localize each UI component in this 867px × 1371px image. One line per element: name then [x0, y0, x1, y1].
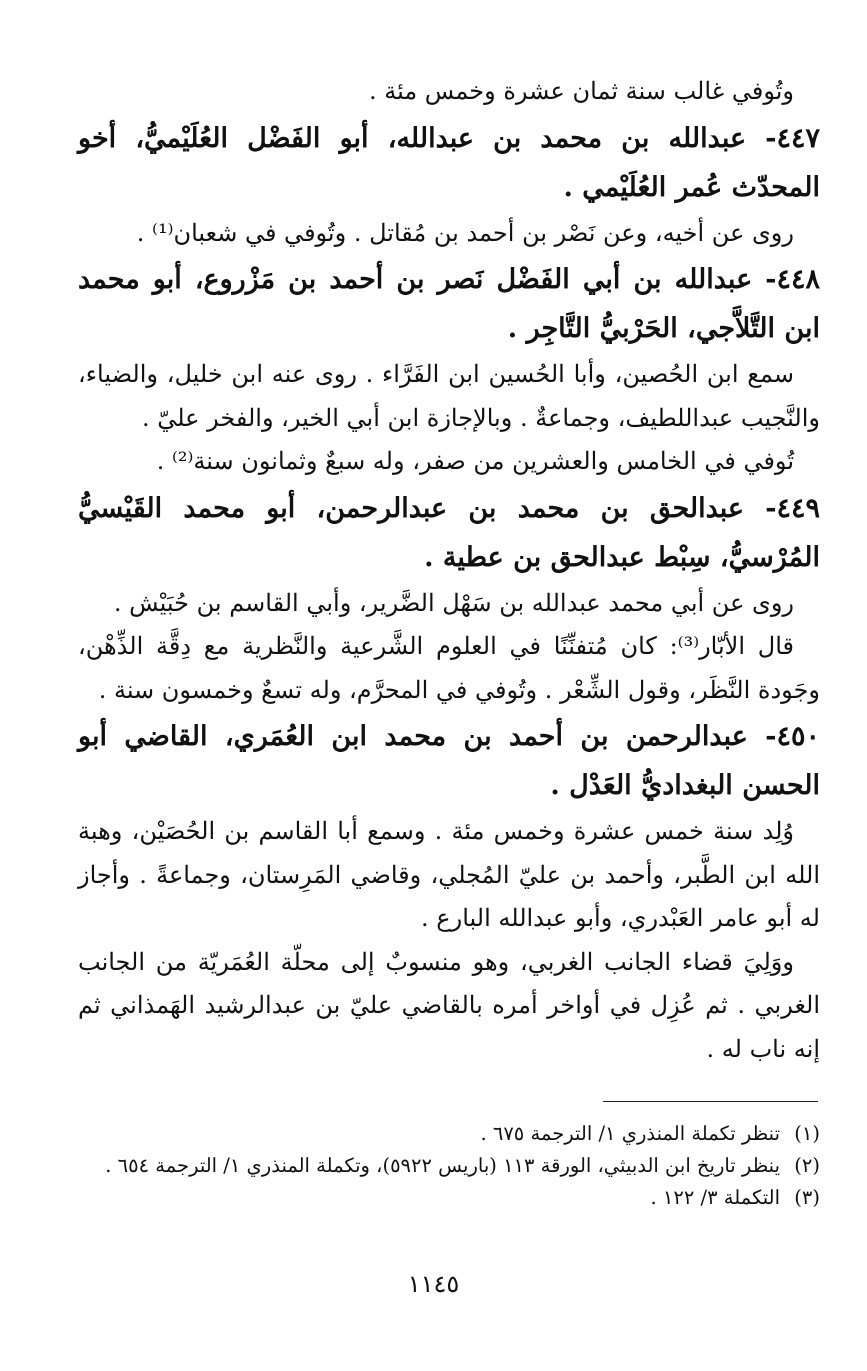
entry-449-heading: ٤٤٩- عبدالحق بن محمد بن عبدالرحمن، أبو محمد القَيْسيُّ المُرْسيُّ، سِبْط عبدالحق بن عطية . [78, 492, 820, 573]
entry-447-heading: ٤٤٧- عبدالله بن محمد بن عبدالله، أبو الفَضْل العُلَيْميُّ، أخو المحدّث عُمر العُلَيْمي . [78, 122, 820, 203]
footnote-text: تنظر تكملة المنذري ١/ الترجمة ٦٧٥ . [480, 1122, 780, 1145]
footnote-marker: (١) [794, 1122, 820, 1145]
entry-448-heading: ٤٤٨- عبدالله بن أبي الفَضْل نَصر بن أحمد بن مَزْروع، أبو محمد ابن التَّلاَّجي، الحَرْبيُّ التَّاجِر . [78, 264, 820, 344]
footnote-marker: (٢) [794, 1154, 820, 1177]
paragraph-450-office: ووَلِيَ قضاء الجانب الغربي، وهو منسوبٌ إلى محلّة العُمَريّة من الجانب الغربي . ثم عُزِل في أواخر أمره بالقاضي عليّ بن عبدالرشيد الهَمذاني ثم إنه ناب له . [78, 947, 820, 1063]
footnote-divider [603, 1101, 818, 1102]
paragraph-449-quote: قال الأبّار⁽³⁾: كان مُتفنِّنًا في العلوم الشَّرعية والنَّظرية مع دِقَّة الذِّهْن، وجَودة النَّظَر، وقول الشِّعْر . وتُوفي في المحرَّم، وله تسعٌ وخمسون سنة . [78, 632, 820, 704]
paragraph-448-death: تُوفي في الخامس والعشرين من صفر، وله سبعٌ وثمانون سنة⁽²⁾ . [156, 447, 794, 475]
main-text [78, 70, 820, 1071]
footnote-marker: (٣) [794, 1186, 820, 1209]
paragraph-450-body: وُلِد سنة خمس عشرة وخمس مئة . وسمع أبا القاسم بن الحُصَيْن، وهبة الله ابن الطَّبر، وأحمد بن عليّ المُجلي، وقاضي المَرِستان، وجماعةً . وأجاز له أبو عامر العَبْدري، وأبو عبدالله البارع . [78, 817, 820, 932]
paragraph-death-note: وتُوفي غالب سنة ثمان عشرة وخمس مئة . [368, 77, 794, 105]
footnote-text: التكملة ٣/ ١٢٢ . [650, 1186, 780, 1209]
footnote-3 [78, 1182, 820, 1214]
entry-450-heading: ٤٥٠- عبدالرحمن بن أحمد بن محمد ابن العُمَري، القاضي أبو الحسن البغداديُّ العَدْل . [78, 721, 820, 801]
footnote-text: ينظر تاريخ ابن الدبيثي، الورقة ١١٣ (باريس ٥٩٢٢)، وتكملة المنذري ١/ الترجمة ٦٥٤ . [105, 1154, 780, 1177]
paragraph-447-body: روى عن أخيه، وعن نَصْر بن أحمد بن مُقاتل . وتُوفي في شعبان⁽¹⁾ . [136, 218, 794, 247]
footnote-1 [78, 1118, 820, 1150]
footnotes [78, 1118, 820, 1214]
page-number: ١١٤٥ [407, 1270, 460, 1298]
footnote-2 [78, 1150, 820, 1182]
paragraph-449-body: روى عن أبي محمد عبدالله بن سَهْل الضَّرير، وأبي القاسم بن حُبَيْش . [113, 588, 794, 617]
paragraph-448-body: سمع ابن الحُصين، وأبا الحُسين ابن الفَرَّاء . روى عنه ابن خليل، والضياء، والنَّجيب عبداللطيف، وجماعةٌ . وبالإجازة ابن أبي الخير، والفخر عليّ . [78, 360, 820, 432]
